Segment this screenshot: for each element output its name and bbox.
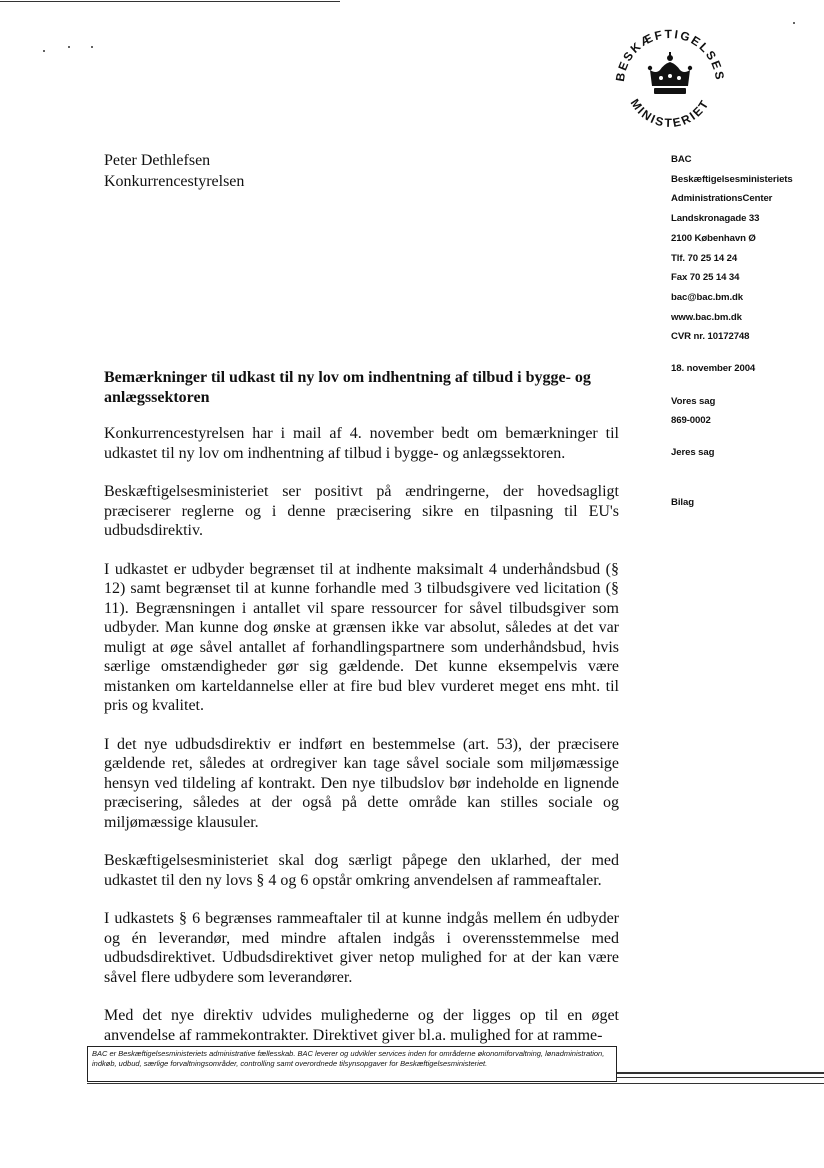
svg-text:BESKÆFTIGELSES: BESKÆFTIGELSES [612,26,728,83]
scan-speck [793,22,795,24]
recipient-organisation: Konkurrencestyrelsen [104,173,245,190]
recipient-name: Peter Dethlefsen [104,152,211,169]
scan-speck [43,50,45,52]
scan-speck [91,46,93,48]
sender-phone: Tlf. 70 25 14 24 [671,252,738,264]
our-ref-label: Vores sag [671,395,716,407]
your-ref-label: Jeres sag [671,447,715,459]
scan-edge-line [0,1,340,2]
body-paragraph: I udkastet er udbyder begrænset til at indhente maksimalt 4 underhåndsbud (§ 12) samt begrænset til at kunne forhandle med 3 tilbudsgivere ved licitation (§ 11). Begrænsningen i antallet vil spare ressourcer for såvel tilbudsgiver som udbyder. Man kunne dog ønske at grænsen ikke var absolut, således at det var muligt at øge såvel antallet af forhandlingspartnere som underhåndsbud, hvis særlige omstændigheder gør sig gældende. Det kunne eksempelvis være mistanken om karteldannelse eller at fire bud blev vurderet meget ens mht. til pris og kvalitet. [104,560,619,714]
scan-speck [68,46,70,48]
sender-ministry: Beskæftigelsesministeriets [671,173,793,185]
sender-unit: BAC [671,154,692,165]
letter-title: Bemærkninger til udkast til ny lov om indhentning af tilbud i bygge- og anlægssektoren [104,369,591,406]
recipient-address [104,150,244,192]
body-paragraph: Beskæftigelsesministeriet skal dog særligt påpege den uklarhed, der med udkastet til den ny lovs § 4 og 6 opstår omkring anvendelsen af rammeaftaler. [104,852,619,889]
footer-text: BAC er Beskæftigelsesministeriets administrative fællesskab. BAC leverer og udvikler services inden for områderne økonomiforvaltning, lønadministration, indkøb, udbud, særlige forvaltningsområder, controlling samt overordnede tilsynsopgaver for Beskæftigelsesministeriet. [92,1049,605,1068]
svg-text:MINISTERIET: MINISTERIET [627,96,713,130]
letter-date: 18. november 2004 [671,363,756,375]
body-paragraph: Konkurrencestyrelsen har i mail af 4. november bedt om bemærkninger til udkastet til ny lov om indhentning af tilbud i bygge- og anlægssektoren. [104,425,619,462]
ministry-seal-logo [610,18,730,136]
attachment-label: Bilag [671,496,694,508]
sender-fax: Fax 70 25 14 34 [671,272,740,284]
sender-info-column [671,150,821,513]
sender-centre: AdministrationsCenter [671,193,773,205]
body-paragraph: Med det nye direktiv udvides mulighederne og der ligges op til en øget anvendelse af rammekontrakter. Direktivet giver bl.a. mulighed for at ramme- [104,1007,619,1044]
sender-email: bac@bac.bm.dk [671,291,744,303]
sender-web: www.bac.bm.dk [671,311,742,323]
our-ref-value: 869-0002 [671,415,711,427]
sender-street: Landskronagade 33 [671,213,760,225]
body-paragraph: Beskæftigelsesministeriet ser positivt på ændringerne, der hovedsagligt præciserer reglerne og i denne præcisering sikre en tilpasning til EU's udbudsdirektiv. [104,483,619,539]
letter-body [104,424,619,1064]
footer-rule [617,1077,824,1078]
crown-seal-icon [610,18,730,136]
footer-note [87,1046,617,1082]
sender-city: 2100 København Ø [671,232,756,244]
body-paragraph: I det nye udbudsdirektiv er indført en bestemmelse (art. 53), der præcisere gældende ret, således at ordregiver kan tage såvel sociale som miljømæssige hensyn ved tildeling af kontrakt. Den nye tilbudslov bør indeholde en lignende præcisering, således at der også på dette område kan stilles sociale og miljømæssige klausuler. [104,735,619,831]
sender-cvr: CVR nr. 10172748 [671,331,750,343]
body-paragraph: I udkastets § 6 begrænses rammeaftaler til at kunne indgås mellem én udbyder og én leverandør, med mindre aftalen indgås i overensstemmelse med udbudsdirektivet. Udbudsdirektivet giver netop mulighed for at der kan være såvel flere udbydere som leverandører. [104,910,619,986]
footer-rule [87,1083,824,1084]
footer-rule [617,1072,824,1074]
